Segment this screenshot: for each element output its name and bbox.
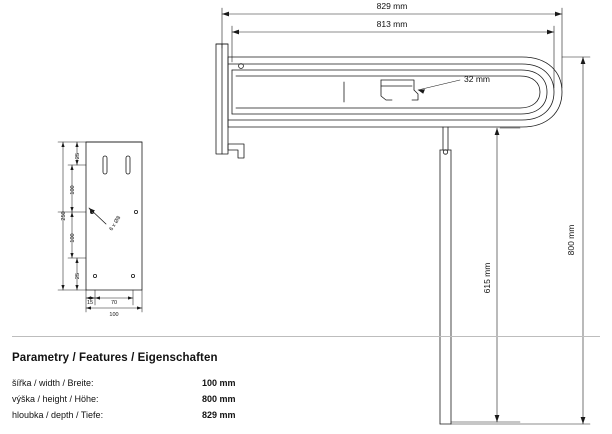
dim-label-plate-top-margin: 25 — [75, 152, 81, 160]
dim-label-total-height: 800 mm — [566, 224, 576, 256]
parameter-label-height: výška / height / Höhe: — [12, 394, 99, 404]
parameters-heading: Parametry / Features / Eigenschaften — [12, 352, 218, 364]
dim-label-bracket-offset: 32 mm — [464, 74, 490, 84]
parameter-label-depth: hloubka / depth / Tiefe: — [12, 410, 104, 420]
parameter-value-width: 100 mm — [202, 378, 236, 388]
dim-label-hole-note: 6 x Ø8 — [108, 215, 123, 233]
dim-label-plate-segment-bottom: 100 — [70, 233, 76, 243]
dim-label-leg-height: 615 mm — [482, 262, 492, 294]
mounting-plate-front — [86, 142, 142, 290]
dim-label-plate-bottom-margin: 25 — [75, 272, 81, 280]
dim-label-overall-length: 829 mm — [376, 1, 408, 11]
dim-label-plate-hole-left: 15 — [86, 300, 94, 306]
dim-label-plate-hole-span: 70 — [110, 300, 118, 306]
parameter-value-height: 800 mm — [202, 394, 236, 404]
dim-32 — [418, 80, 460, 94]
parameter-value-depth: 829 mm — [202, 410, 236, 420]
parameter-row-depth — [12, 410, 592, 420]
wall-plate-side — [216, 44, 228, 154]
parameter-row-height — [12, 394, 592, 404]
dim-label-plate-width: 100 — [109, 312, 119, 318]
dim-label-plate-segment-top: 100 — [70, 185, 76, 195]
hook-detail — [381, 80, 418, 100]
parameter-row-width — [12, 378, 592, 388]
parameters-section — [12, 352, 592, 426]
dim-label-inner-length: 813 mm — [376, 19, 408, 29]
parameter-label-width: šířka / width / Breite: — [12, 378, 94, 388]
dim-label-plate-height-total: 250 — [61, 211, 67, 221]
section-divider — [12, 336, 600, 337]
